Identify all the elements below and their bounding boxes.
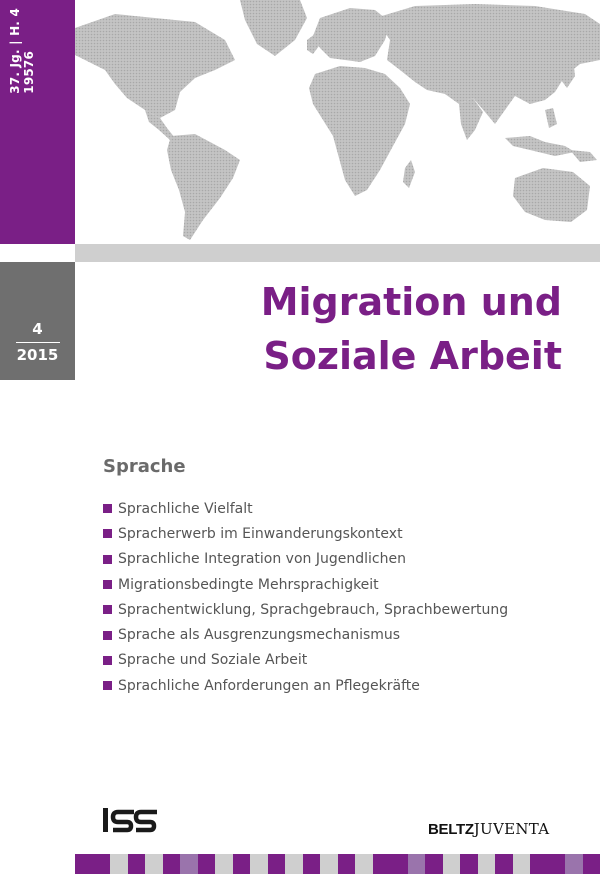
stripe-segment	[163, 854, 181, 874]
stripe-segment	[198, 854, 216, 874]
topic-list	[103, 496, 508, 698]
stripe-segment	[513, 854, 531, 874]
stripe-segment	[390, 854, 408, 874]
journal-title-line1: Migration und	[260, 280, 562, 324]
topic-text: Migrationsbedingte Mehrsprachigkeit	[118, 576, 379, 593]
stripe-segment	[373, 854, 391, 874]
topic-item	[103, 521, 508, 546]
volume-info	[8, 8, 36, 94]
stripe-segment	[285, 854, 303, 874]
volume-issue-label: 37. Jg. | H. 4	[8, 8, 22, 94]
bullet-square-icon	[103, 580, 112, 589]
stripe-segment	[425, 854, 443, 874]
topic-item	[103, 622, 508, 647]
issue-divider	[16, 342, 60, 343]
stripe-segment	[548, 854, 566, 874]
publisher-beltz: BELTZ	[428, 821, 474, 838]
world-map	[75, 0, 600, 244]
world-map-graphic	[75, 0, 600, 244]
topic-text: Sprachliche Anforderungen an Pflegekräfte	[118, 677, 420, 694]
topic-item	[103, 572, 508, 597]
topic-item	[103, 496, 508, 521]
stripe-segment	[320, 854, 338, 874]
stripe-segment	[128, 854, 146, 874]
topic-text: Sprachliche Vielfalt	[118, 500, 253, 517]
issue-year: 2015	[16, 346, 59, 364]
stripe-segment	[250, 854, 268, 874]
stripe-segment	[495, 854, 513, 874]
journal-title-line2: Soziale Arbeit	[263, 334, 562, 378]
topic-item	[103, 648, 508, 673]
stripe-segment	[583, 854, 600, 874]
stripe-segment	[565, 854, 583, 874]
issn-label: 19576	[22, 50, 36, 94]
stripe-segment	[355, 854, 373, 874]
journal-title	[261, 275, 562, 383]
stripe-segment	[215, 854, 233, 874]
bullet-square-icon	[103, 656, 112, 665]
stripe-segment	[268, 854, 286, 874]
topic-heading: Sprache	[103, 456, 186, 477]
stripe-segment	[530, 854, 548, 874]
topic-text: Sprachentwicklung, Sprachgebrauch, Sprachbewertung	[118, 601, 509, 618]
stripe-segment	[303, 854, 321, 874]
bullet-square-icon	[103, 631, 112, 640]
stripe-segment	[338, 854, 356, 874]
publisher-logo	[428, 820, 549, 838]
topic-item	[103, 547, 508, 572]
stripe-segment	[233, 854, 251, 874]
publisher-juventa: JUVENTA	[473, 820, 550, 838]
iss-logo	[100, 804, 160, 836]
bullet-square-icon	[103, 605, 112, 614]
stripe-segment	[93, 854, 111, 874]
bullet-square-icon	[103, 529, 112, 538]
bullet-square-icon	[103, 681, 112, 690]
color-stripe	[75, 854, 600, 874]
topic-text: Spracherwerb im Einwanderungskontext	[118, 525, 403, 542]
topic-text: Sprachliche Integration von Jugendlichen	[118, 551, 406, 568]
stripe-segment	[180, 854, 198, 874]
topic-item	[103, 597, 508, 622]
stripe-segment	[460, 854, 478, 874]
stripe-segment	[408, 854, 426, 874]
bullet-square-icon	[103, 555, 112, 564]
stripe-segment	[75, 854, 93, 874]
separator-band	[75, 244, 600, 262]
bullet-square-icon	[103, 504, 112, 513]
stripe-segment	[110, 854, 128, 874]
stripe-segment	[478, 854, 496, 874]
volume-sidebar	[0, 0, 75, 244]
stripe-segment	[145, 854, 163, 874]
topic-item	[103, 673, 508, 698]
topic-text: Sprache und Soziale Arbeit	[118, 652, 308, 669]
issue-number: 4	[32, 320, 43, 338]
topic-text: Sprache als Ausgrenzungsmechanismus	[118, 627, 401, 644]
stripe-segment	[443, 854, 461, 874]
